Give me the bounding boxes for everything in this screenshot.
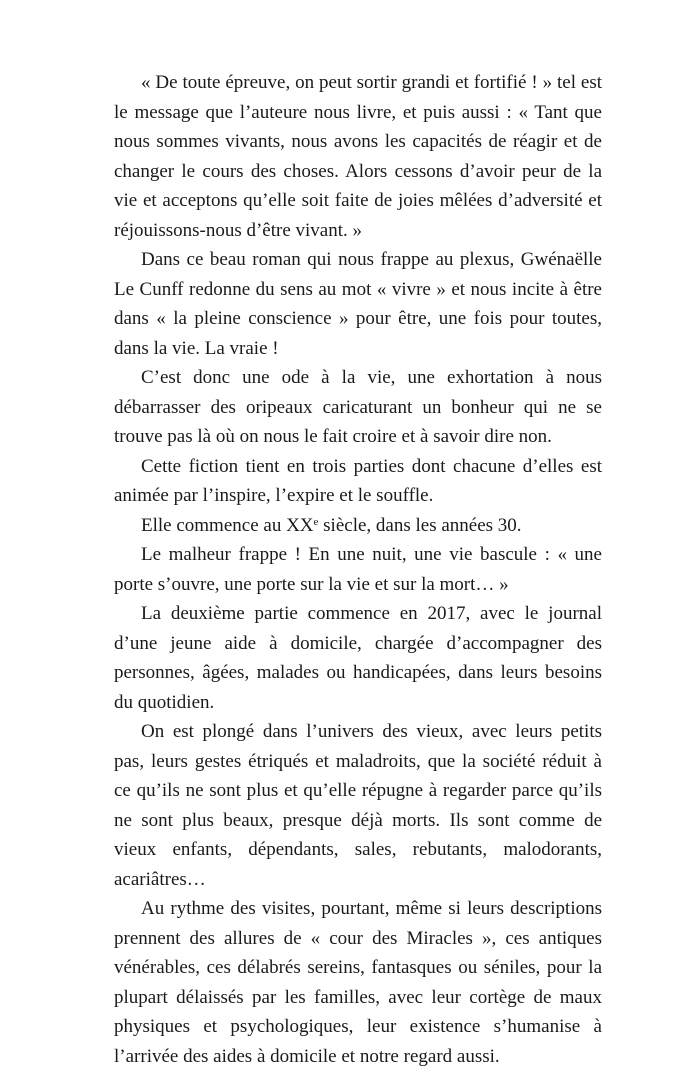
page-text-block [114, 68, 602, 1071]
paragraph-3: C’est donc une ode à la vie, une exhortation à nous débarrasser des oripeaux caricaturant un bonheur qui ne se trouve pas là où on nous le fait croire et à savoir dire non. [114, 367, 602, 447]
paragraph-7: La deuxième partie commence en 2017, avec le journal d’une jeune aide à domicile, chargée d’accompagner des personnes, âgées, malades ou handicapées, dans leurs besoins du quotidien. [114, 603, 602, 713]
paragraph-1: « De toute épreuve, on peut sortir grandi et fortifié ! » tel est le message que l’auteure nous livre, et puis aussi : « Tant que nous sommes vivants, nous avons les capacités de réagir et de changer le cours des choses. Alors cessons d’avoir peur de la vie et acceptons qu’elle soit faite de joies mêlées d’adversité et réjouissons-nous d’être vivant. » [114, 72, 602, 241]
century-superscript: e [313, 515, 319, 528]
paragraph-2: Dans ce beau roman qui nous frappe au plexus, Gwénaëlle Le Cunff redonne du sens au mot « vivre » et nous incite à être dans « la pleine conscience » pour être, une fois pour toutes, dans la vie. La vraie ! [114, 249, 602, 359]
paragraph-5 [114, 511, 602, 541]
paragraph-6: Le malheur frappe ! En une nuit, une vie bascule : « une porte s’ouvre, une porte sur la vie et sur la mort… » [114, 544, 602, 595]
paragraph-5-text-before: Elle commence au XX [141, 514, 314, 536]
paragraph-9: Au rythme des visites, pourtant, même si leurs descriptions prennent des allures de « cour des Miracles », ces antiques vénérables, ces délabrés sereins, fantasques ou séniles, pour la plupart délaissés par les familles, avec leur cortège de maux physiques et psychologiques, leur existence s’humanise à l’arrivée des aides à domicile et notre regard aussi. [114, 898, 602, 1067]
paragraph-5-text-after: siècle, dans les années 30. [318, 514, 522, 536]
paragraph-8: On est plongé dans l’univers des vieux, avec leurs petits pas, leurs gestes étriqués et maladroits, que la société réduit à ce qu’ils ne sont plus et qu’elle répugne à regarder parce qu’ils ne sont plus beaux, presque déjà morts. Ils sont comme de vieux enfants, dépendants, sales, rebutants, malodorants, acariâtres… [114, 721, 602, 890]
paragraph-4: Cette fiction tient en trois parties dont chacune d’elles est animée par l’inspire, l’expire et le souffle. [114, 455, 602, 506]
